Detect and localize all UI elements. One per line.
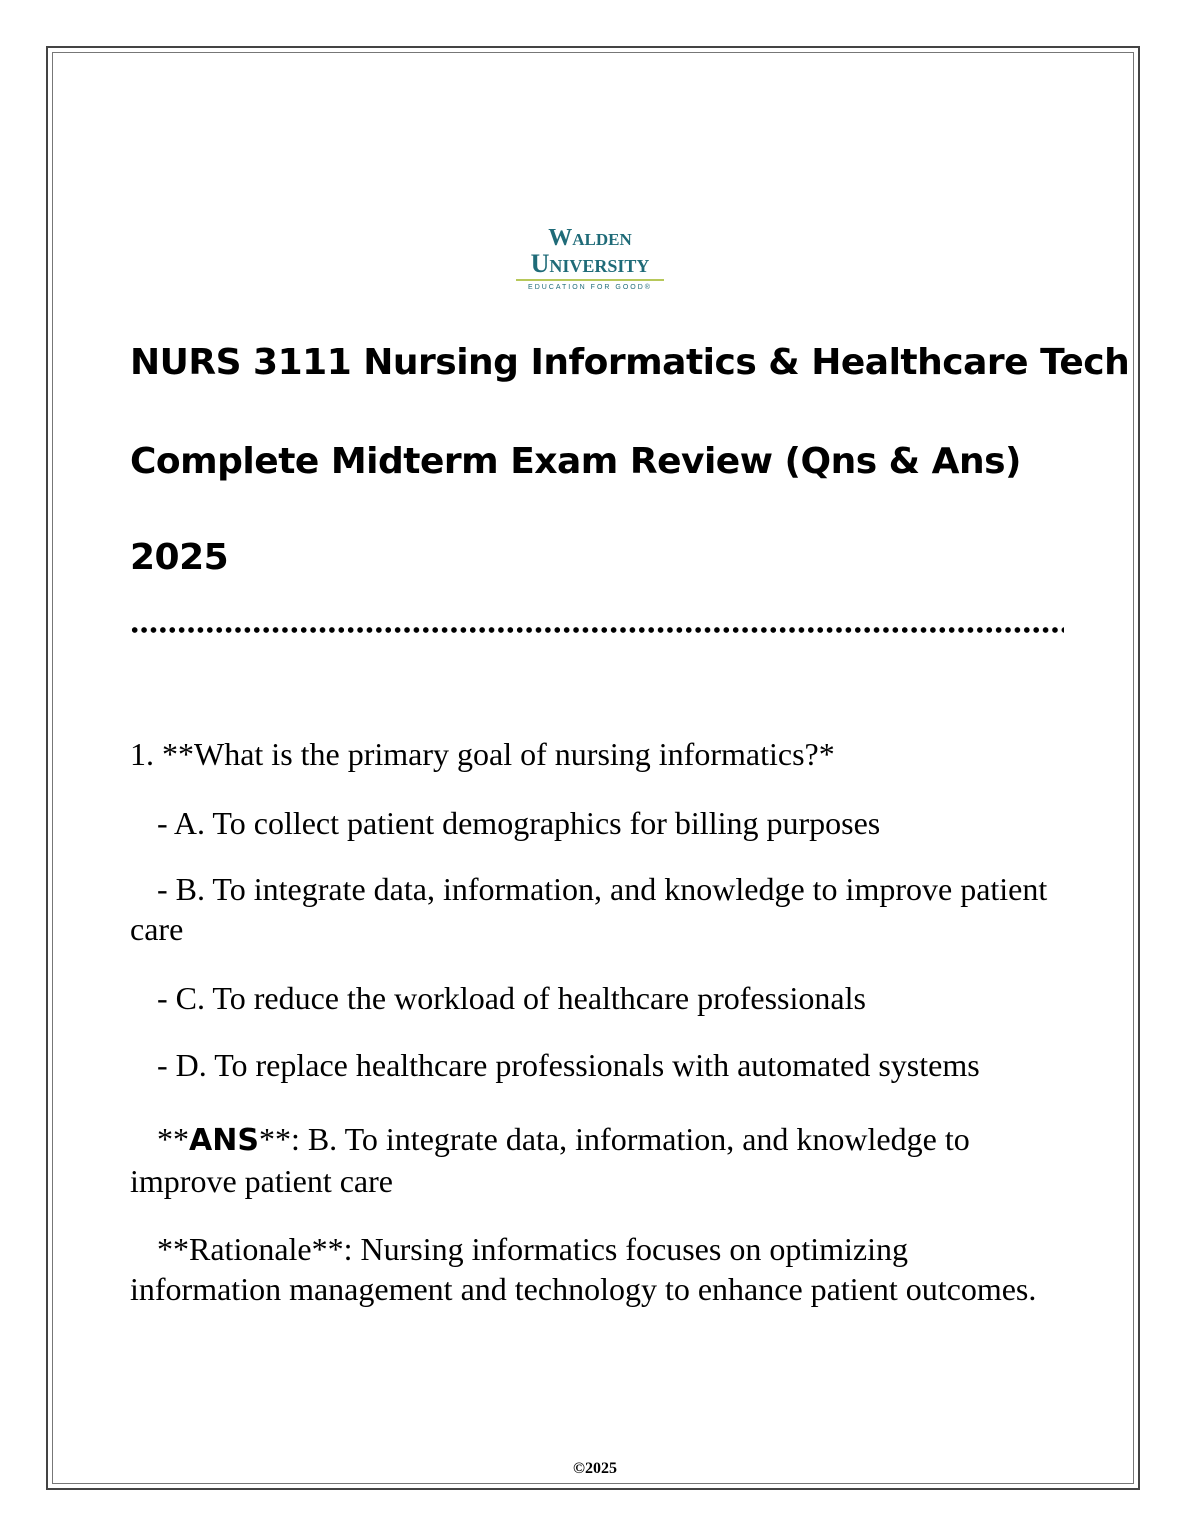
logo-line-walden: Walden bbox=[548, 225, 632, 251]
logo-tagline: EDUCATION FOR GOOD® bbox=[528, 284, 652, 291]
option-b bbox=[130, 869, 1065, 949]
option-b-text: - B. To integrate data, information, and knowledge to improve patient care bbox=[130, 871, 1048, 947]
copyright-footer: ©2025 bbox=[573, 1460, 617, 1477]
rationale-text: **Rationale**: Nursing informatics focuses on optimizing information management and technology to enhance patient outcomes. bbox=[130, 1231, 1037, 1307]
walden-university-logo bbox=[500, 226, 680, 291]
option-d: - D. To replace healthcare professionals with automated systems bbox=[157, 1047, 980, 1083]
option-c: - C. To reduce the workload of healthcare professionals bbox=[157, 980, 866, 1016]
title-line-3: 2025 bbox=[130, 537, 229, 578]
title-line-1: NURS 3111 Nursing Informatics & Healthcare Tech bbox=[130, 342, 1130, 383]
rationale bbox=[130, 1229, 1065, 1309]
question-text: 1. **What is the primary goal of nursing informatics?* bbox=[130, 736, 835, 772]
answer-prefix: ** bbox=[157, 1121, 189, 1157]
logo-rule bbox=[516, 279, 664, 281]
option-a: - A. To collect patient demographics for billing purposes bbox=[157, 805, 881, 841]
answer-line bbox=[130, 1119, 1065, 1201]
logo-line-university: University bbox=[530, 249, 650, 278]
answer-text: **: B. To integrate data, information, and knowledge to improve patient care bbox=[130, 1121, 970, 1199]
dotted-divider bbox=[130, 626, 1064, 634]
title-line-2: Complete Midterm Exam Review (Qns & Ans) bbox=[130, 441, 1021, 482]
answer-label: ANS bbox=[189, 1123, 259, 1158]
